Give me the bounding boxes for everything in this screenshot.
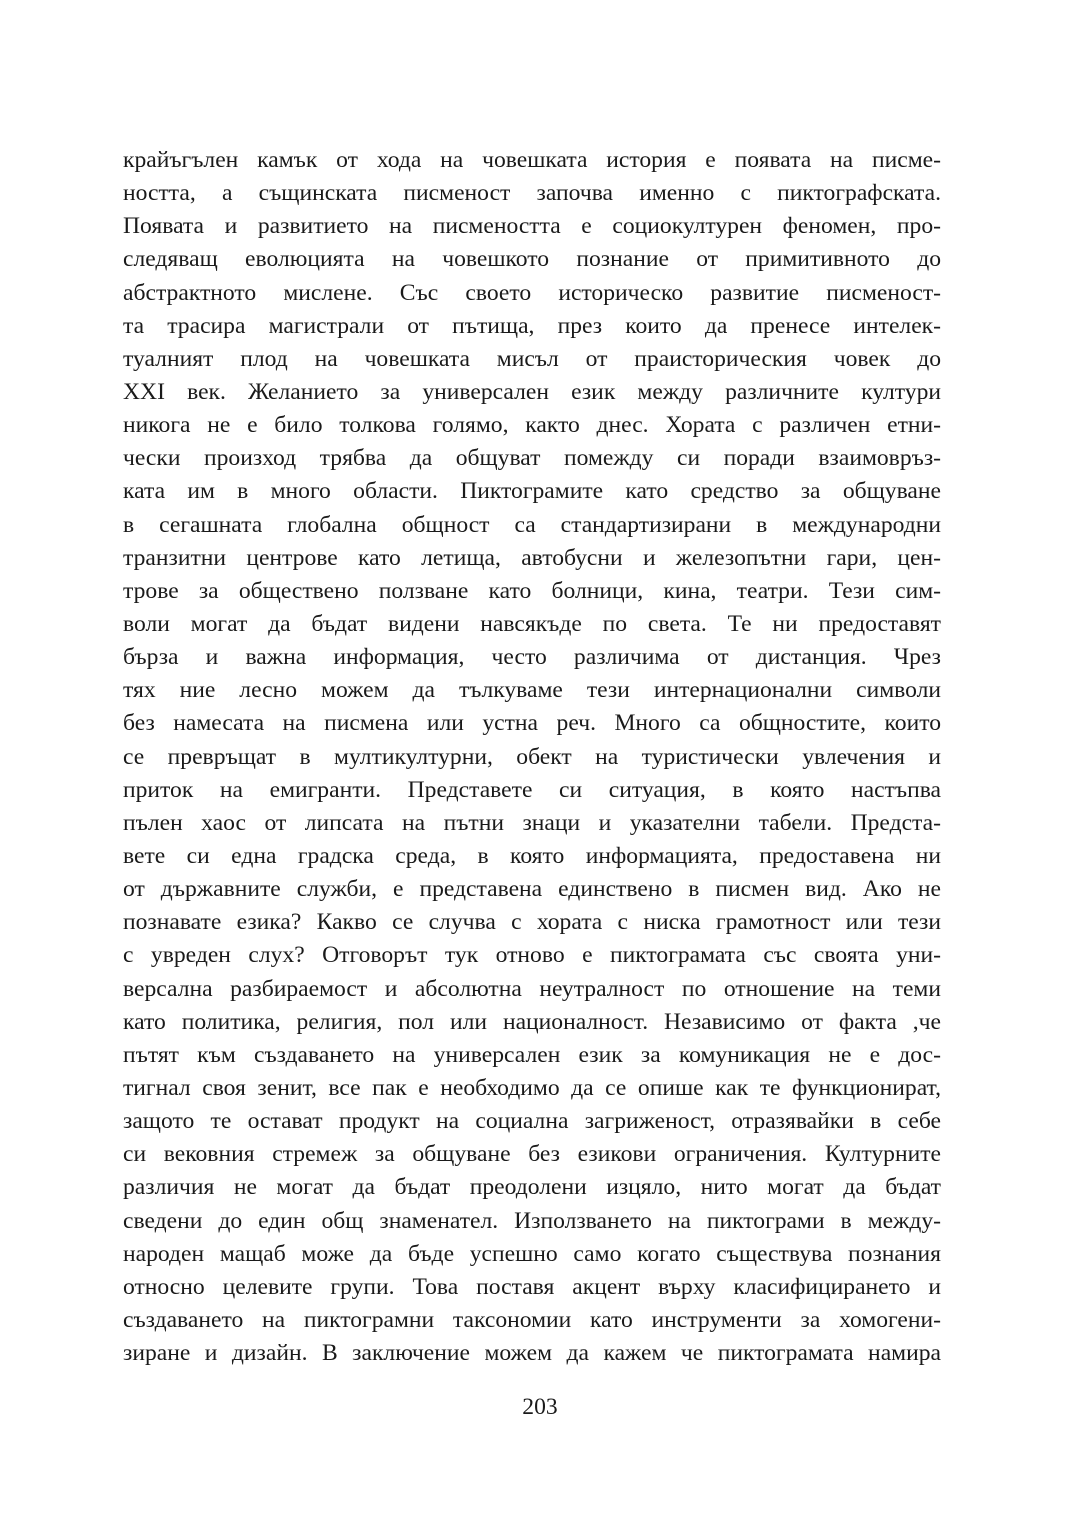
text-line: сведени до един общ знаменател. Използването на пиктограми в между-	[123, 1207, 941, 1234]
text-line: приток на емигранти. Представете си ситуация, в която настъпва	[123, 776, 941, 803]
text-line: относно целевите групи. Това поставя акцент върху класифицирането и	[123, 1273, 941, 1300]
text-line: туалният плод на човешката мисъл от праисторическия човек до	[123, 345, 941, 372]
text-line: крайъгълен камък от хода на човешката история е появата на писме-	[123, 147, 941, 173]
text-line: народен мащаб може да бъде успешно само когато съществува познания	[123, 1240, 941, 1267]
body-text	[123, 144, 941, 1370]
text-line: в сегашната глобална общност са стандартизирани в международни	[123, 511, 941, 538]
text-line: пълен хаос от липсата на пътни знаци и указателни табели. Предста-	[123, 809, 941, 836]
text-line: с увреден слух? Отговорът тук отново е пиктограмата със своята уни-	[123, 942, 941, 969]
text-line: защото те остават продукт на социална загриженост, отразявайки в себе	[123, 1108, 941, 1135]
text-line: се превръщат в мултикултурни, обект на туристически увлечения и	[123, 743, 941, 770]
text-line: воли могат да бъдат видени навсякъде по света. Те ни предоставят	[123, 610, 941, 637]
text-line: та трасира магистрали от пътища, през които да пренесе интелек-	[123, 312, 941, 339]
text-line: тях ние лесно можем да тълкуваме тези интернационални символи	[123, 677, 941, 704]
text-line: от държавните служби, е представена единствено в писмен вид. Ако не	[123, 876, 941, 903]
text-line: ката им в много области. Пиктограмите като средство за общуване	[123, 478, 941, 505]
text-line: без намесата на писмена или устна реч. Много са общностите, които	[123, 710, 941, 737]
text-line: бърза и важна информация, често различима от дистанция. Чрез	[123, 644, 941, 671]
text-line: абстрактното мислене. Със своето историческо развитие писменост-	[123, 279, 941, 306]
text-line: като политика, религия, пол или националност. Независимо от факта ,че	[123, 1008, 941, 1035]
text-line: вете си една градска среда, в която информацията, предоставена ни	[123, 842, 941, 869]
text-line: си вековния стремеж за общуване без езикови ограничения. Културните	[123, 1141, 941, 1168]
text-line: тигнал своя зенит, все пак е необходимо да се опише как те функционират,	[123, 1074, 941, 1101]
text-line: пътят към създаването на универсален език за комуникация не е дос-	[123, 1041, 941, 1068]
text-line: никога не е било толкова голямо, както днес. Хората с различен етни-	[123, 412, 941, 439]
text-line: ността, а същинската писменост започва именно с пиктографската.	[123, 180, 941, 207]
text-line: транзитни центрове като летища, автобусни и железопътни гари, цен-	[123, 544, 941, 571]
text-line: познавате езика? Какво се случва с хората с ниска грамотност или тези	[123, 909, 941, 936]
text-line: чески произход трябва да общуват помежду си поради взаимовръз-	[123, 445, 941, 472]
text-line: Появата и развитието на писмеността е социокултурен феномен, про-	[123, 213, 941, 240]
text-line: трове за обществено ползване като болници, кина, театри. Тези сим-	[123, 577, 941, 604]
text-line: зиране и дизайн. В заключение можем да кажем че пиктограмата намира	[123, 1340, 941, 1367]
text-line: различия не могат да бъдат преодолени изцяло, нито могат да бъдат	[123, 1174, 941, 1201]
text-line: XXI век. Желанието за универсален език между различните култури	[123, 378, 941, 405]
page-number: 203	[522, 1394, 558, 1420]
text-line: версална разбираемост и абсолютна неутралност по отношение на теми	[123, 975, 941, 1002]
text-line: създаването на пиктограмни таксономии като инструменти за хомогени-	[123, 1306, 941, 1333]
text-line: следяващ еволюцията на човешкото познание от примитивното до	[123, 246, 941, 273]
